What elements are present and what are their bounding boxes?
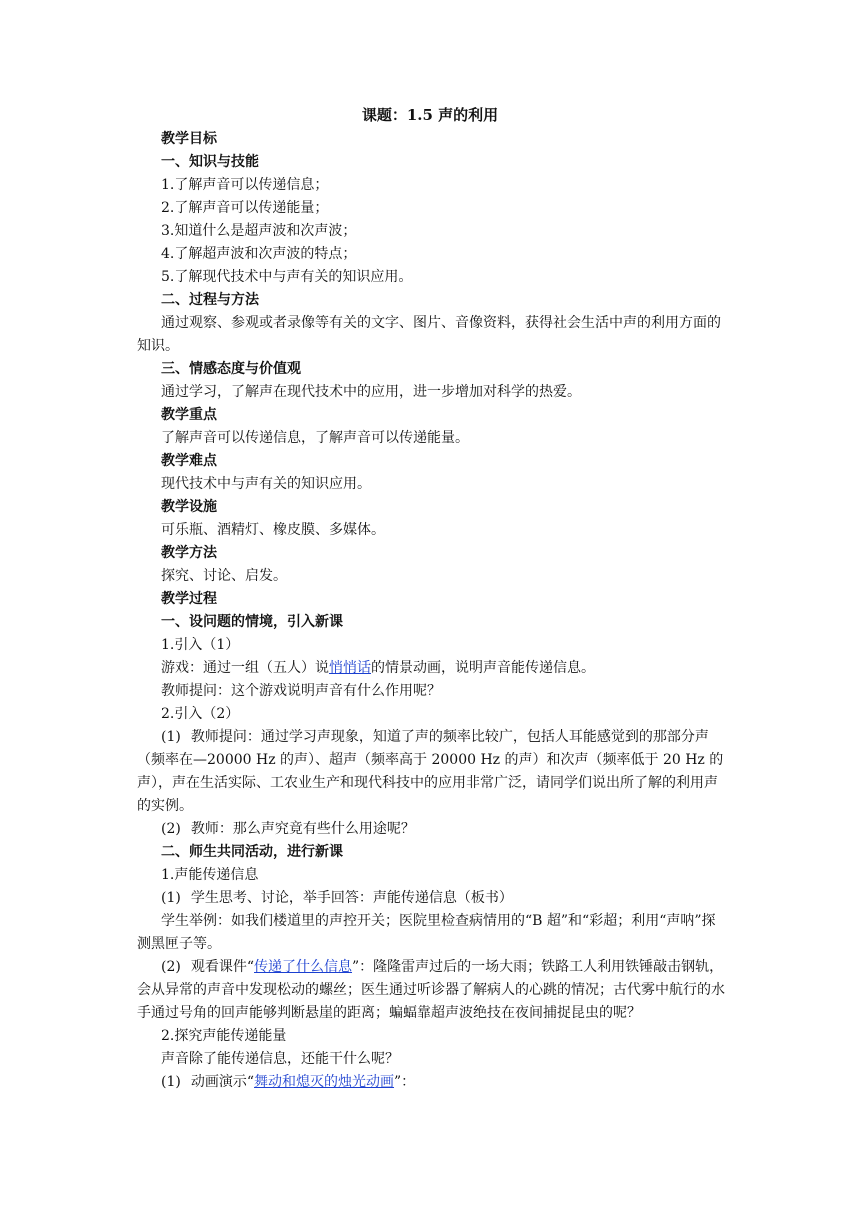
heading-teaching-process: 教学过程 (161, 591, 217, 607)
game-text-a: 游戏：通过一组（五人）说 (161, 660, 329, 676)
heading-difficulties: 教学难点 (161, 453, 217, 469)
paragraph-sound-info-2 (137, 956, 727, 1025)
list-item: 3.知道什么是超声波和次声波； (161, 223, 357, 239)
heading-key-points: 教学重点 (161, 407, 217, 423)
paragraph-energy-1 (137, 1071, 727, 1094)
item-number: (2) (161, 959, 181, 975)
heading-methods: 教学方法 (161, 545, 217, 561)
list-item: 4.了解超声波和次声波的特点； (161, 246, 357, 262)
paragraph-methods: 探究、讨论、启发。 (161, 568, 287, 584)
item-number: (1) (161, 1074, 181, 1090)
item-text-b: ”： (394, 1074, 416, 1090)
paragraph-intro-2-1 (137, 726, 727, 818)
list-item: 2.了解声音可以传递能量； (161, 200, 329, 216)
paragraph-key-points: 了解声音可以传递信息，了解声音可以传递能量。 (161, 430, 469, 446)
paragraph-teacher-question: 教师提问：这个游戏说明声音有什么作用呢？ (161, 683, 441, 699)
item-number: (1) (161, 890, 181, 906)
paragraph-facilities: 可乐瓶、酒精灯、橡皮膜、多媒体。 (161, 522, 385, 538)
item-text: 学生思考、讨论，举手回答：声能传递信息（板书） (190, 890, 513, 906)
item-text: 教师提问：通过学习声现象，知道了声的频率比较广，包括人耳能感觉到的那部分声（频率在—20000 Hz 的声）、超声（频率高于 20000 Hz 的声）和次声（频率低于 20 Hz 的声），声在生活实际、工农业生产和现代科技中的应用非常广泛，请同学们说出所了解的利用声的实例。 (137, 729, 724, 814)
subheading-sound-energy: 2.探究声能传递能量 (161, 1028, 287, 1044)
list-item: 1.了解声音可以传递信息； (161, 177, 329, 193)
item-number: (1) (161, 729, 181, 745)
heading-part-one: 一、设问题的情境，引入新课 (161, 614, 343, 630)
paragraph-intro-2-2 (137, 818, 727, 841)
item-number: (2) (161, 821, 181, 837)
item-text-a: 动画演示“ (190, 1074, 255, 1090)
paragraph-sound-info-1 (137, 887, 727, 910)
heading-part-two: 二、师生共同活动，进行新课 (161, 844, 343, 860)
item-text-b: ”：隆隆雷声过后的一场大雨；铁路工人利用铁锤敲击钢轨，会从异常的声音中发现松动的螺丝；医生通过听诊器了解病人的心跳的情况；古代雾中航行的水手通过号角的回声能够判断悬崖的距离；蝙蝠靠超声波绝技在夜间捕捉昆虫的呢？ (137, 959, 725, 1021)
heading-process-method: 二、过程与方法 (161, 292, 259, 308)
paragraph-energy-question: 声音除了能传递信息，还能干什么呢？ (161, 1051, 399, 1067)
item-text: 教师：那么声究竟有些什么用途呢？ (190, 821, 415, 837)
heading-attitude-values: 三、情感态度与价值观 (161, 361, 301, 377)
heading-teaching-goals: 教学目标 (161, 131, 217, 147)
paragraph-process-method: 通过观察、参观或者录像等有关的文字、图片、音像资料，获得社会生活中声的利用方面的知识。 (137, 315, 721, 354)
list-item: 5.了解现代技术中与声有关的知识应用。 (161, 269, 413, 285)
candle-animation-link[interactable]: 舞动和熄灭的烛光动画 (254, 1074, 395, 1090)
game-text-b: 的情景动画，说明声音能传递信息。 (371, 660, 595, 676)
heading-knowledge-skills: 一、知识与技能 (161, 154, 259, 170)
paragraph-student-examples: 学生举例：如我们楼道里的声控开关；医院里检查病情用的“B 超”和“彩超；利用“声呐”探测黑匣子等。 (137, 913, 716, 952)
subheading-intro-2: 2.引入（2） (161, 706, 240, 722)
item-text-a: 观看课件“ (190, 959, 255, 975)
subheading-intro-1: 1.引入（1） (161, 637, 240, 653)
info-courseware-link[interactable]: 传递了什么信息 (254, 959, 353, 975)
subheading-sound-info: 1.声能传递信息 (161, 867, 259, 883)
paragraph-attitude-values: 通过学习，了解声在现代技术中的应用，进一步增加对科学的热爱。 (161, 384, 581, 400)
document-body (137, 128, 727, 1094)
paragraph-difficulties: 现代技术中与声有关的知识应用。 (161, 476, 371, 492)
whisper-link[interactable]: 悄悄话 (329, 660, 371, 676)
paragraph-game (137, 657, 727, 680)
page-title: 课题：1.5 声的利用 (361, 106, 499, 124)
heading-facilities: 教学设施 (161, 499, 217, 515)
